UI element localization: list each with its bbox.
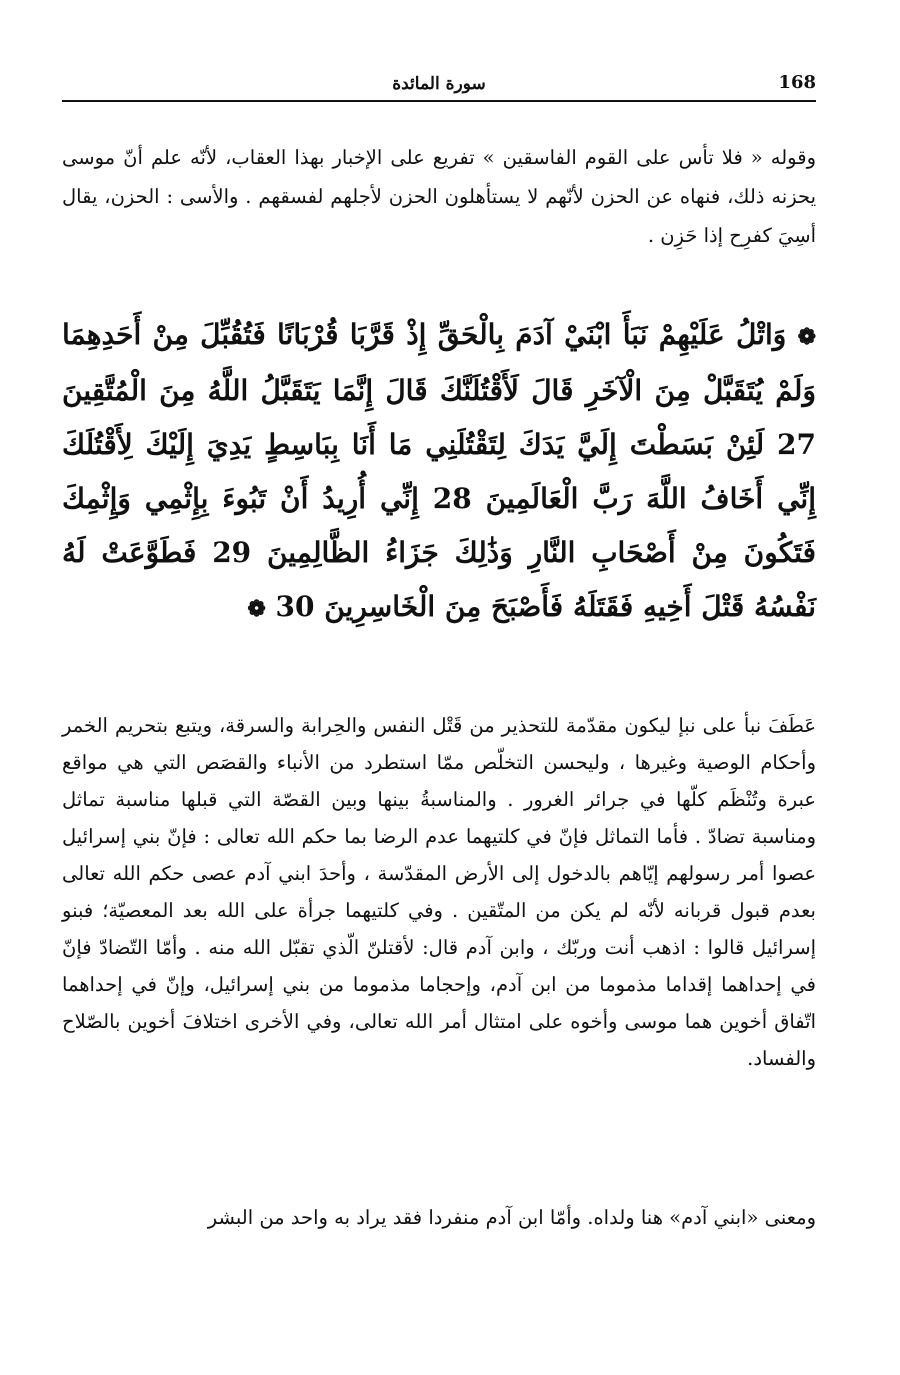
- quran-verse-block: [62, 308, 816, 636]
- page-header: [62, 70, 816, 102]
- page-number: 168: [778, 72, 816, 93]
- commentary-paragraph-2: عَطَفَ نبأ على نبإ ليكون مقدّمة للتحذير من قَتْل النفس والحِرابة والسرقة، ويتبع بتحريم الخمر وأحكام الوصية وغيرها ، وليحسن التخلّص ممّا استطرد من الأنباء والقصَص التي هي مواقع عبرة وتُنْظَم كلّها في جرائر الغرور . والمناسبةُ بينها وبين القصّة التي قبلها مناسبة تماثل ومناسبة تضادّ . فأما التماثل فإنّ في كلتيهما عدم الرضا بما حكم الله تعالى : فإنّ بني إسرائيل عصوا أمر رسولهم إيّاهم بالدخول إلى الأرض المقدّسة ، وأحدَ ابني آدم عصى حكم الله تعالى بعدم قبول قربانه لأنّه لم يكن من المتّقين . وفي كلتيهما جرأة على الله بعد المعصيّة؛ فبنو إسرائيل قالوا : اذهب أنت وربّك ، وابن آدم قال: لأقتلنّ الّذي تقبّل الله منه . وأمّا التّضادّ فإنّ في إحداهما إقداما مذموما من ابن آدم، وإحجاما مذموما من بني إسرائيل، وإنّ في إحداهما اتّفاق أخوين هما موسى وأخوه على امتثال أمر الله تعالى، وفي الأخرى اختلافَ أخوين بالصّلاح والفساد.: [62, 714, 816, 1070]
- commentary-paragraph-1: وقوله « فلا تأس على القوم الفاسقين » تفريع على الإخبار بهذا العقاب، لأنّه علم أنّ موسى يحزنه ذلك، فنهاه عن الحزن لأنّهم لا يستأهلون الحزن لأجلهم لفسقهم . والأسى : الحزن، يقال أسِيَ كفرِح إذا حَزِن .: [62, 146, 816, 247]
- verse-text: وَاتْلُ عَلَيْهِمْ نَبَأَ ابْنَيْ آدَمَ بِالْحَقِّ إِذْ قَرَّبَا قُرْبَانًا فَتُقُبِّلَ مِنْ أَحَدِهِمَا وَلَمْ يُتَقَبَّلْ مِنَ الْآخَرِ قَالَ لَأَقْتُلَنَّكَ قَالَ إِنَّمَا يَتَقَبَّلُ اللَّهُ مِنَ الْمُتَّقِينَ 27 لَئِنْ بَسَطْتَ إِلَيَّ يَدَكَ لِتَقْتُلَنِي مَا أَنَا بِبَاسِطٍ يَدِيَ إِلَيْكَ لِأَقْتُلَكَ إِنِّي أَخَافُ اللَّهَ رَبَّ الْعَالَمِينَ 28 إِنِّي أُرِيدُ أَنْ تَبُوءَ بِإِثْمِي وَإِثْمِكَ فَتَكُونَ مِنْ أَصْحَابِ النَّارِ وَذَٰلِكَ جَزَاءُ الظَّالِمِينَ 29 فَطَوَّعَتْ لَهُ نَفْسُهُ قَتْلَ أَخِيهِ فَقَتَلَهُ فَأَصْبَحَ مِنَ الْخَاسِرِينَ 30: [62, 318, 816, 623]
- verse-close-ornament-icon: ❁: [247, 596, 266, 622]
- commentary-paragraph-3: ومعنى «ابني آدم» هنا ولداه. وأمّا ابن آدم منفردا فقد يراد به واحد من البشر: [207, 1206, 816, 1229]
- verse-open-ornament-icon: ❁: [797, 324, 816, 350]
- running-title: سورة المائدة: [392, 74, 486, 94]
